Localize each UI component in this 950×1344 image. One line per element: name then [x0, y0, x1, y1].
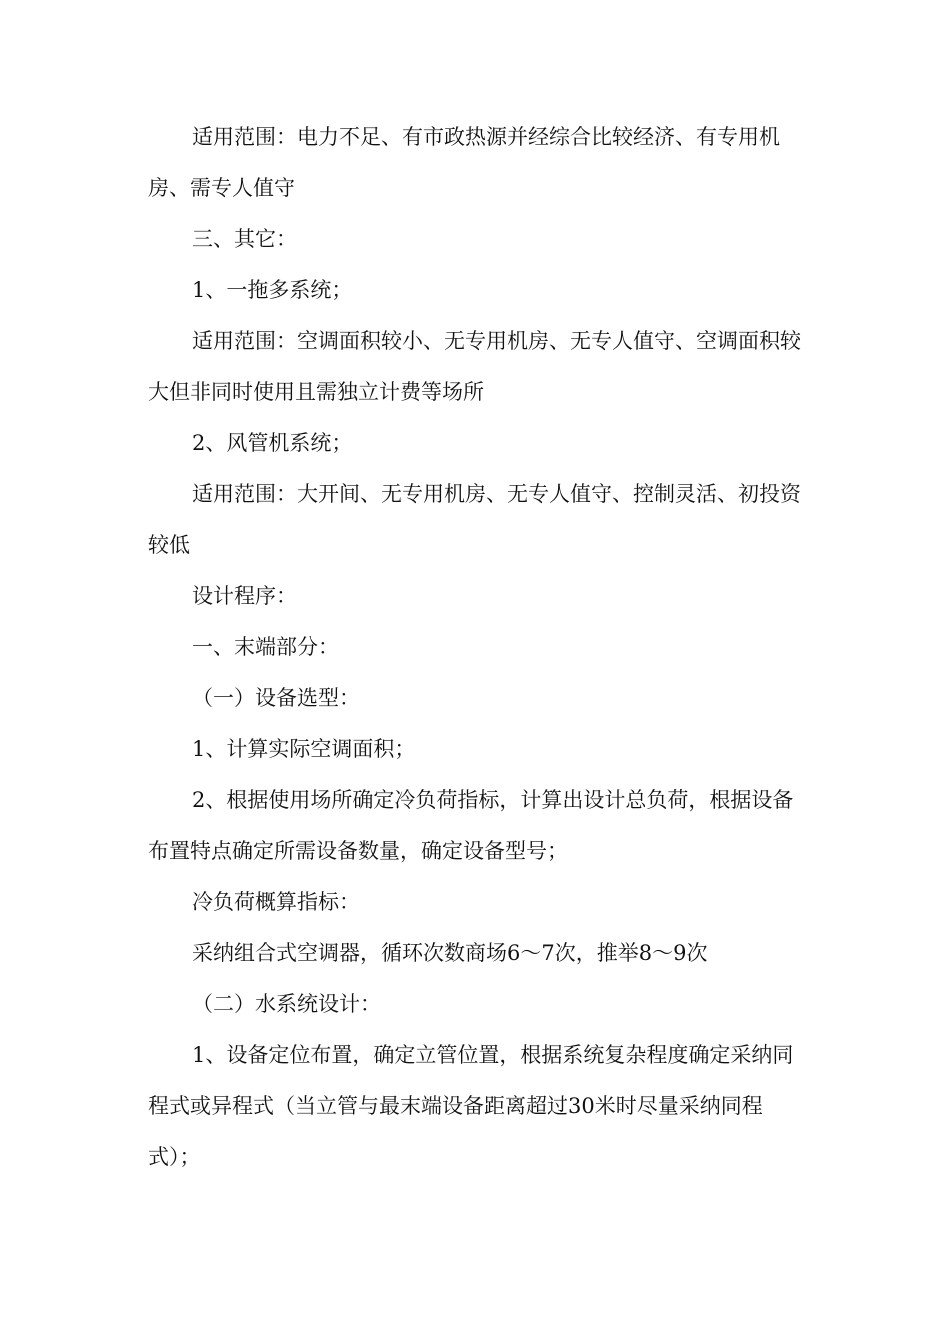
paragraph-terminal-part: 一、末端部分：: [192, 635, 339, 659]
paragraph-calc-area: 1、计算实际空调面积；: [192, 737, 416, 761]
paragraph-multi-split-system: 1、一拖多系统；: [192, 278, 353, 302]
paragraph-scope-multi-split: 适用范围：空调面积较小、无专用机房、无专人值守、空调面积较大但非同时使用且需独立计费等场所: [148, 329, 801, 404]
paragraph-air-handler: 采纳组合式空调器，循环次数商场6～7次，推举8～9次: [192, 941, 708, 965]
paragraph-water-system: （二）水系统设计：: [192, 992, 381, 1016]
paragraph-scope-heat-source: 适用范围：电力不足、有市政热源并经综合比较经济、有专用机房、需专人值守: [148, 125, 780, 200]
paragraph-equipment-selection: （一）设备选型：: [192, 686, 360, 710]
paragraph-load-index: 冷负荷概算指标：: [192, 890, 360, 914]
paragraph-design-procedure: 设计程序：: [192, 584, 297, 608]
document-body: [148, 112, 804, 1183]
paragraph-cooling-load: 2、根据使用场所确定冷负荷指标，计算出设计总负荷，根据设备布置特点确定所需设备数量，确定设备型号；: [148, 788, 794, 863]
paragraph-scope-duct-unit: 适用范围：大开间、无专用机房、无专人值守、控制灵活、初投资较低: [148, 482, 801, 557]
paragraph-riser-layout: 1、设备定位布置，确定立管位置，根据系统复杂程度确定采纳同程式或异程式（当立管与最末端设备距离超过30米时尽量采纳同程式）；: [148, 1043, 794, 1169]
paragraph-section-other: 三、其它：: [192, 227, 297, 251]
paragraph-duct-unit-system: 2、风管机系统；: [192, 431, 353, 455]
